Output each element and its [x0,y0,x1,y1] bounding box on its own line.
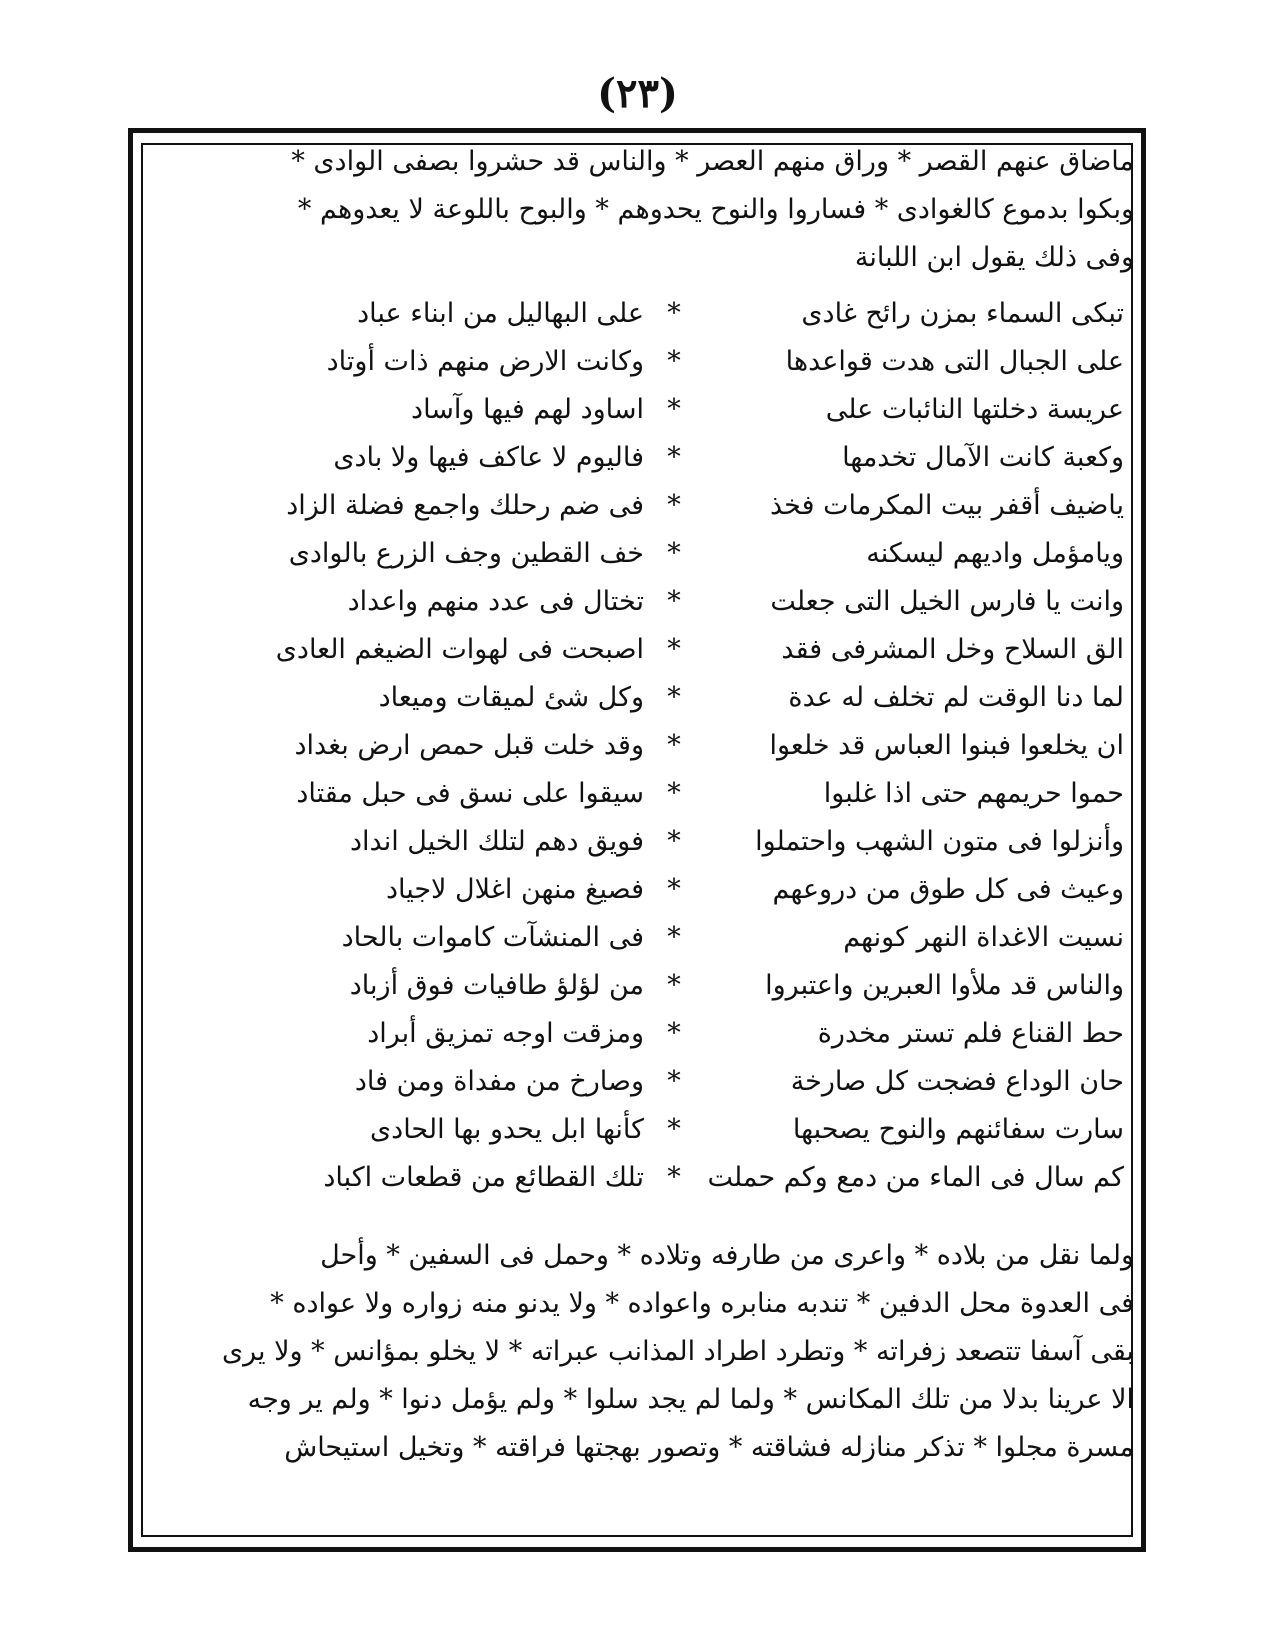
verse-second-hemistich: فصيغ منهن اغلال لاجياد [385,874,644,905]
verse-second-hemistich: على البهاليل من ابناء عباد [357,298,644,329]
poem-verse [150,770,1124,818]
prose-paragraph-top [140,138,1134,282]
verse-first-hemistich: حط القناع فلم تستر مخدرة [817,1018,1124,1049]
verse-second-hemistich: اساود لهم فيها وآساد [411,394,644,425]
verse-separator-star: * [667,970,681,1001]
verse-first-hemistich: تبكى السماء بمزن رائح غادى [801,298,1124,329]
verse-first-hemistich: الق السلاح وخل المشرفى فقد [781,634,1124,665]
verse-second-hemistich: فاليوم لا عاكف فيها ولا بادى [333,442,644,473]
verse-separator-star: * [667,538,681,569]
verse-first-hemistich: لما دنا الوقت لم تخلف له عدة [788,682,1124,713]
verse-second-hemistich: فى المنشآت كاموات بالحاد [341,922,644,953]
verse-separator-star: * [667,490,681,521]
poem-verse [150,386,1124,434]
prose-line: ماضاق عنهم القصر * وراق منهم العصر * والناس قد حشروا بصفى الوادى * [291,146,1134,177]
poem-verse [150,434,1124,482]
prose-line: ولما نقل من بلاده * واعرى من طارفه وتلاده * وحمل فى السفين * وأحل [320,1240,1134,1271]
verse-second-hemistich: وكل شئ لميقات وميعاد [378,682,644,713]
poem-verse [150,1154,1124,1202]
verse-first-hemistich: سارت سفائنهم والنوح يصحبها [792,1114,1124,1145]
verse-separator-star: * [667,778,681,809]
poem-verse [150,818,1124,866]
verse-second-hemistich: وكانت الارض منهم ذات أوتاد [326,346,644,377]
prose-line: وبكوا بدموع كالغوادى * فساروا والنوح يحدوهم * والبوح باللوعة لا يعدوهم * [297,194,1134,225]
verse-separator-star: * [667,1162,681,1193]
verse-second-hemistich: تختال فى عدد منهم واعداد [347,586,644,617]
prose-line: وفى ذلك يقول ابن اللبانة [854,242,1134,273]
prose-line: مسرة مجلوا * تذكر منازله فشاقته * وتصور بهجتها فراقته * وتخيل استيحاش [284,1432,1134,1463]
verse-first-hemistich: وانت يا فارس الخيل التى جعلت [770,586,1124,617]
verse-first-hemistich: حموا حريمهم حتى اذا غلبوا [823,778,1124,809]
verse-separator-star: * [667,586,681,617]
prose-line: بقى آسفا تتصعد زفراته * وتطرد اطراد المذانب عبراته * لا يخلو بمؤانس * ولا يرى [222,1336,1134,1367]
poem-verse [150,1106,1124,1154]
verse-second-hemistich: تلك القطائع من قطعات اكباد [323,1162,644,1193]
poem-verse [150,626,1124,674]
verse-separator-star: * [667,922,681,953]
poem-verse [150,962,1124,1010]
verse-first-hemistich: كم سال فى الماء من دمع وكم حملت [707,1162,1124,1193]
verse-second-hemistich: من لؤلؤ طافيات فوق أزباد [349,970,644,1001]
poem-verse [150,578,1124,626]
prose-line: الا عرينا بدلا من تلك المكانس * ولما لم يجد سلوا * ولم يؤمل دنوا * ولم ير وجه [247,1384,1134,1415]
verse-second-hemistich: ومزقت اوجه تمزيق أبراد [367,1018,644,1049]
verse-separator-star: * [667,346,681,377]
verse-separator-star: * [667,634,681,665]
verse-second-hemistich: فى ضم رحلك واجمع فضلة الزاد [286,490,644,521]
poem-verse [150,914,1124,962]
verse-first-hemistich: ويامؤمل واديهم ليسكنه [866,538,1124,569]
verse-first-hemistich: ان يخلعوا فبنوا العباس قد خلعوا [769,730,1124,761]
verse-first-hemistich: وأنزلوا فى متون الشهب واحتملوا [755,826,1124,857]
verse-separator-star: * [667,1018,681,1049]
page-number: (٢٣) [597,70,678,117]
verse-second-hemistich: وقد خلت قبل حمص ارض بغداد [294,730,644,761]
poem-verse [150,530,1124,578]
verse-separator-star: * [667,826,681,857]
verse-separator-star: * [667,682,681,713]
verse-separator-star: * [667,1066,681,1097]
verse-first-hemistich: وعيث فى كل طوق من دروعهم [772,874,1124,905]
verse-second-hemistich: خف القطين وجف الزرع بالوادى [288,538,644,569]
poem-verse [150,1010,1124,1058]
verse-second-hemistich: سيقوا على نسق فى حبل مقتاد [296,778,644,809]
prose-paragraph-bottom [140,1232,1134,1472]
verse-first-hemistich: على الجبال التى هدت قواعدها [785,346,1124,377]
verse-separator-star: * [667,730,681,761]
verse-first-hemistich: والناس قد ملأوا العبرين واعتبروا [765,970,1124,1001]
verse-first-hemistich: حان الوداع فضجت كل صارخة [790,1066,1124,1097]
verse-separator-star: * [667,874,681,905]
poem-verse [150,866,1124,914]
verse-separator-star: * [667,442,681,473]
poem-verse [150,290,1124,338]
poem-verse [150,338,1124,386]
verse-separator-star: * [667,394,681,425]
verse-first-hemistich: نسيت الاغداة النهر كونهم [843,922,1124,953]
verse-second-hemistich: فويق دهم لتلك الخيل انداد [350,826,644,857]
verse-second-hemistich: اصبحت فى لهوات الضيغم العادى [275,634,644,665]
poem-verse [150,674,1124,722]
verse-second-hemistich: وصارخ من مفداة ومن فاد [354,1066,644,1097]
verse-second-hemistich: كأنها ابل يحدو بها الحادى [370,1114,644,1145]
prose-line: فى العدوة محل الدفين * تندبه منابره واعواده * ولا يدنو منه زواره ولا عواده * [270,1288,1134,1319]
poem-block [150,290,1124,1202]
verse-separator-star: * [667,298,681,329]
poem-verse [150,722,1124,770]
verse-first-hemistich: ياضيف أقفر بيت المكرمات فخذ [770,490,1124,521]
verse-separator-star: * [667,1114,681,1145]
poem-verse [150,1058,1124,1106]
poem-verse [150,482,1124,530]
verse-first-hemistich: وكعبة كانت الآمال تخدمها [842,442,1124,473]
verse-first-hemistich: عريسة دخلتها النائبات على [825,394,1124,425]
